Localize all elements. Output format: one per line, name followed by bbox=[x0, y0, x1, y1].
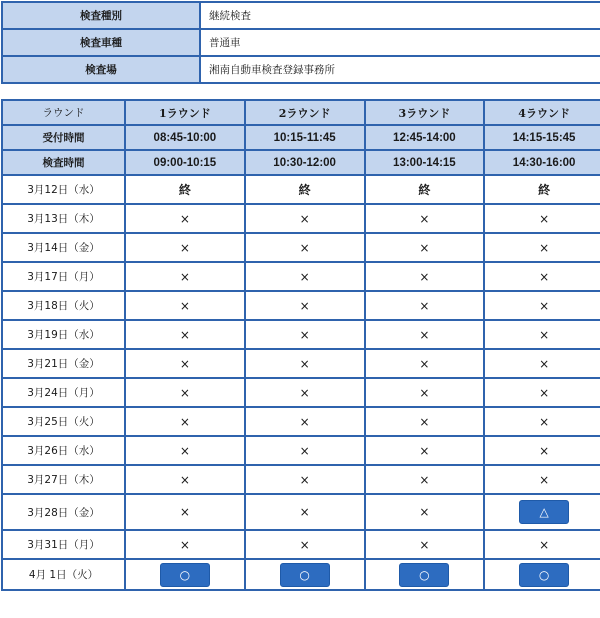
slot-unavailable: × bbox=[365, 494, 485, 530]
slot-unavailable: × bbox=[125, 436, 245, 465]
inspection-time-row bbox=[2, 150, 600, 175]
slot-unavailable: × bbox=[365, 378, 485, 407]
slot-unavailable: × bbox=[365, 262, 485, 291]
inspection-time-label: 検査時間 bbox=[2, 150, 125, 175]
slot-unavailable: × bbox=[365, 349, 485, 378]
schedule-row bbox=[2, 378, 600, 407]
schedule-row bbox=[2, 262, 600, 291]
slot-unavailable: × bbox=[245, 204, 365, 233]
slot-unavailable: × bbox=[125, 349, 245, 378]
slot-unavailable: × bbox=[245, 494, 365, 530]
slot-cell bbox=[125, 559, 245, 590]
info-value: 湘南自動車検査登録事務所 bbox=[200, 56, 600, 83]
schedule-row bbox=[2, 175, 600, 204]
schedule-date: 3月31日（月） bbox=[2, 530, 125, 559]
slot-unavailable: × bbox=[245, 262, 365, 291]
info-label: 検査種別 bbox=[2, 2, 200, 29]
schedule-date: 4月 1日（火） bbox=[2, 559, 125, 590]
schedule-date: 3月19日（水） bbox=[2, 320, 125, 349]
slot-unavailable: × bbox=[365, 233, 485, 262]
slot-unavailable: × bbox=[365, 320, 485, 349]
schedule-row bbox=[2, 559, 600, 590]
schedule-date: 3月14日（金） bbox=[2, 233, 125, 262]
schedule-row bbox=[2, 204, 600, 233]
slot-unavailable: × bbox=[484, 291, 600, 320]
round-header-1: 1ラウンド bbox=[125, 100, 245, 125]
slot-unavailable: × bbox=[365, 436, 485, 465]
inspection-time: 14:30-16:00 bbox=[484, 150, 600, 175]
slot-closed: 終 bbox=[365, 175, 485, 204]
slot-cell bbox=[245, 559, 365, 590]
schedule-row bbox=[2, 349, 600, 378]
slot-unavailable: × bbox=[245, 465, 365, 494]
slot-unavailable: × bbox=[125, 494, 245, 530]
schedule-row bbox=[2, 291, 600, 320]
info-label: 検査車種 bbox=[2, 29, 200, 56]
slot-unavailable: × bbox=[125, 320, 245, 349]
info-value: 継続検査 bbox=[200, 2, 600, 29]
schedule-date: 3月21日（金） bbox=[2, 349, 125, 378]
slot-unavailable: × bbox=[125, 465, 245, 494]
slot-unavailable: × bbox=[245, 436, 365, 465]
reserve-available-button[interactable]: ○ bbox=[519, 563, 569, 587]
info-row bbox=[2, 29, 600, 56]
slot-unavailable: × bbox=[125, 233, 245, 262]
info-row bbox=[2, 56, 600, 83]
inspection-info-table bbox=[1, 1, 600, 84]
slot-unavailable: × bbox=[365, 291, 485, 320]
schedule-row bbox=[2, 233, 600, 262]
slot-unavailable: × bbox=[365, 530, 485, 559]
info-value: 普通車 bbox=[200, 29, 600, 56]
slot-cell bbox=[484, 494, 600, 530]
slot-unavailable: × bbox=[245, 407, 365, 436]
schedule-date: 3月25日（火） bbox=[2, 407, 125, 436]
slot-unavailable: × bbox=[484, 233, 600, 262]
slot-unavailable: × bbox=[365, 465, 485, 494]
reserve-few-left-button[interactable]: △ bbox=[519, 500, 569, 524]
slot-closed: 終 bbox=[125, 175, 245, 204]
slot-unavailable: × bbox=[125, 291, 245, 320]
slot-unavailable: × bbox=[125, 378, 245, 407]
inspection-time: 10:30-12:00 bbox=[245, 150, 365, 175]
reception-time: 08:45-10:00 bbox=[125, 125, 245, 150]
reserve-available-button[interactable]: ○ bbox=[399, 563, 449, 587]
slot-unavailable: × bbox=[125, 262, 245, 291]
schedule-date: 3月18日（火） bbox=[2, 291, 125, 320]
slot-unavailable: × bbox=[484, 465, 600, 494]
slot-closed: 終 bbox=[245, 175, 365, 204]
slot-unavailable: × bbox=[365, 407, 485, 436]
reception-time: 14:15-15:45 bbox=[484, 125, 600, 150]
info-row bbox=[2, 2, 600, 29]
schedule-row bbox=[2, 407, 600, 436]
schedule-row bbox=[2, 436, 600, 465]
round-header-2: 2ラウンド bbox=[245, 100, 365, 125]
schedule-date: 3月13日（木） bbox=[2, 204, 125, 233]
reception-time: 10:15-11:45 bbox=[245, 125, 365, 150]
slot-unavailable: × bbox=[484, 320, 600, 349]
slot-unavailable: × bbox=[245, 530, 365, 559]
schedule-date: 3月17日（月） bbox=[2, 262, 125, 291]
schedule-row bbox=[2, 530, 600, 559]
reserve-available-button[interactable]: ○ bbox=[160, 563, 210, 587]
schedule-row bbox=[2, 320, 600, 349]
slot-closed: 終 bbox=[484, 175, 600, 204]
schedule-body bbox=[2, 175, 600, 590]
reception-time-label: 受付時間 bbox=[2, 125, 125, 150]
slot-unavailable: × bbox=[125, 530, 245, 559]
slot-unavailable: × bbox=[245, 291, 365, 320]
round-header-label: ラウンド bbox=[2, 100, 125, 125]
schedule-date: 3月24日（月） bbox=[2, 378, 125, 407]
slot-unavailable: × bbox=[484, 378, 600, 407]
slot-unavailable: × bbox=[484, 407, 600, 436]
slot-unavailable: × bbox=[125, 407, 245, 436]
reservation-schedule-table bbox=[1, 99, 600, 591]
slot-unavailable: × bbox=[484, 262, 600, 291]
slot-unavailable: × bbox=[245, 320, 365, 349]
slot-unavailable: × bbox=[484, 204, 600, 233]
slot-unavailable: × bbox=[245, 349, 365, 378]
slot-cell bbox=[365, 559, 485, 590]
schedule-row bbox=[2, 494, 600, 530]
round-header-row bbox=[2, 100, 600, 125]
schedule-date: 3月12日（水） bbox=[2, 175, 125, 204]
slot-unavailable: × bbox=[484, 349, 600, 378]
slot-unavailable: × bbox=[484, 436, 600, 465]
schedule-row bbox=[2, 465, 600, 494]
reception-time-row bbox=[2, 125, 600, 150]
reception-time: 12:45-14:00 bbox=[365, 125, 485, 150]
round-header-3: 3ラウンド bbox=[365, 100, 485, 125]
reserve-available-button[interactable]: ○ bbox=[280, 563, 330, 587]
slot-unavailable: × bbox=[365, 204, 485, 233]
slot-cell bbox=[484, 559, 600, 590]
inspection-time: 09:00-10:15 bbox=[125, 150, 245, 175]
schedule-date: 3月28日（金） bbox=[2, 494, 125, 530]
slot-unavailable: × bbox=[245, 378, 365, 407]
schedule-date: 3月27日（木） bbox=[2, 465, 125, 494]
inspection-time: 13:00-14:15 bbox=[365, 150, 485, 175]
slot-unavailable: × bbox=[125, 204, 245, 233]
slot-unavailable: × bbox=[245, 233, 365, 262]
round-header-4: 4ラウンド bbox=[484, 100, 600, 125]
slot-unavailable: × bbox=[484, 530, 600, 559]
info-label: 検査場 bbox=[2, 56, 200, 83]
schedule-date: 3月26日（水） bbox=[2, 436, 125, 465]
